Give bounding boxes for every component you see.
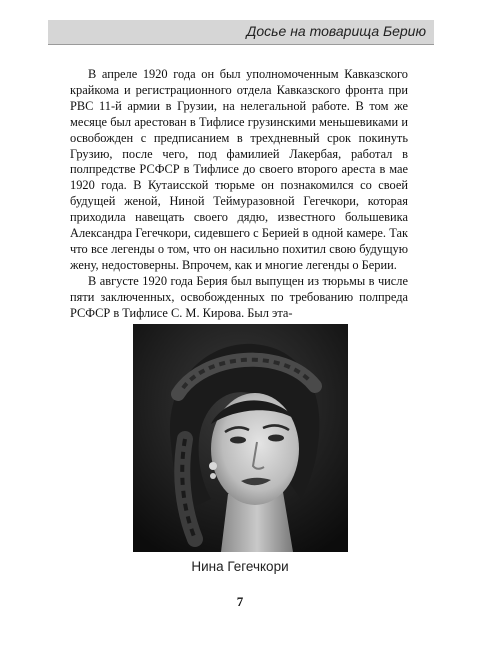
- photo-caption: Нина Гегечкори: [191, 559, 289, 574]
- body-text: [70, 67, 408, 322]
- running-header-title: Досье на товарища Берию: [246, 23, 426, 39]
- paragraph: В апреле 1920 года он был уполномоченным Кавказского крайкома и регистрационного отдела Кавказского фронта при РВС 11-й армии в Грузии, на нелегальной работе. В том же месяце был арестован в Тифлисе грузинскими меньшевиками и освобожден с предписанием в трехдневный срок покинуть Грузию, после чего, под фамилией Лакербая, работал в полпредстве РСФСР в Тифлисе до своего второго ареста в мае 1920 года. В Кутаисской тюрьме он познакомился со своей будущей женой, Ниной Теймуразовной Гегечкори, которая приходила навещать своего дядю, известного большевика Александра Гегечкори, сидевшего с Берией в одной камере. Так что все легенды о том, что он насильно похитил свою будущую жену, недостоверны. Впрочем, как и многие легенды о Берии.: [70, 67, 408, 272]
- paragraph: В августе 1920 года Берия был выпущен из тюрьмы в числе пяти заключенных, освобожденных по требованию полпреда РСФСР в Тифлисе С. М. Кирова. Был эта-: [70, 273, 408, 320]
- running-header: [48, 20, 434, 45]
- page-number: 7: [236, 594, 244, 609]
- portrait-photo: [133, 324, 348, 552]
